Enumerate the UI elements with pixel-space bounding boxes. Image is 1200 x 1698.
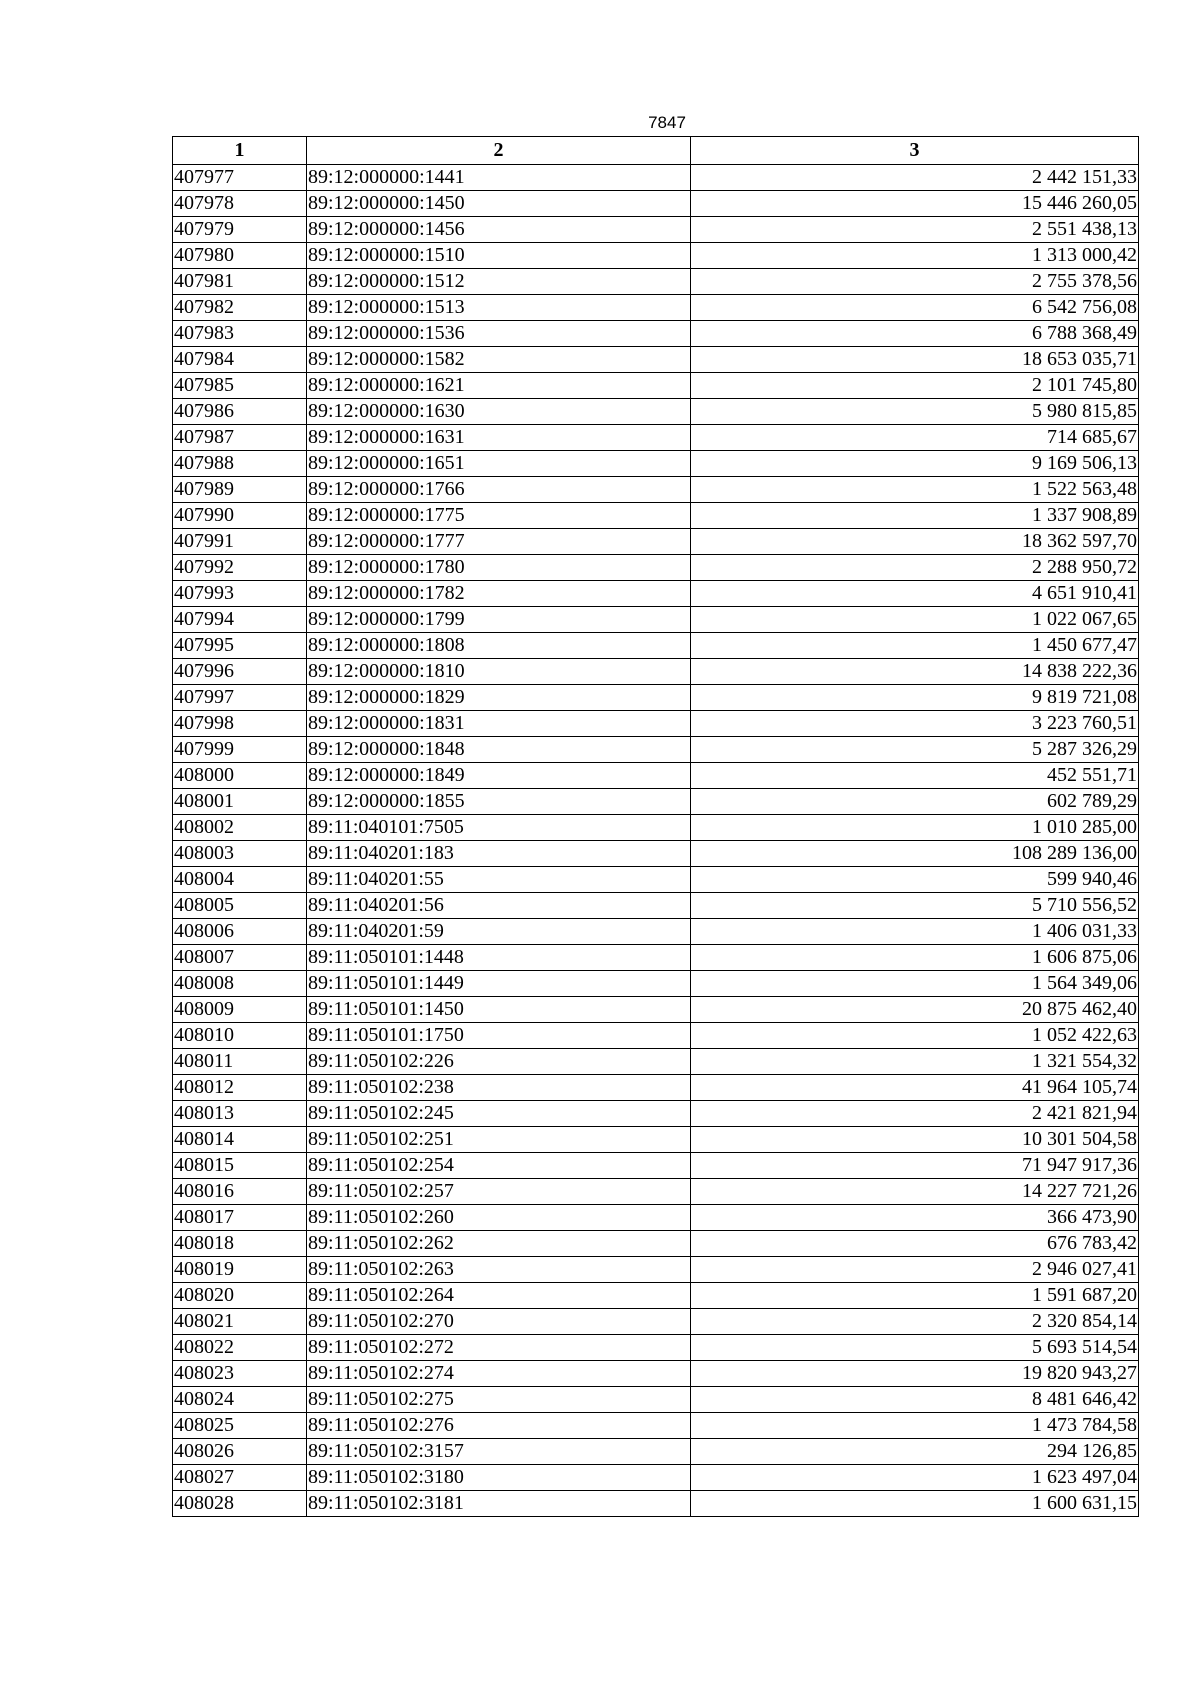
table-row <box>173 477 1139 503</box>
cadastral-number-cell: 89:11:050102:262 <box>307 1231 691 1257</box>
table-row <box>173 1439 1139 1465</box>
row-number-cell: 408009 <box>173 997 307 1023</box>
table-row <box>173 1361 1139 1387</box>
cadastral-number-cell: 89:11:040201:59 <box>307 919 691 945</box>
value-cell: 676 783,42 <box>691 1231 1139 1257</box>
value-cell: 18 362 597,70 <box>691 529 1139 555</box>
value-cell: 3 223 760,51 <box>691 711 1139 737</box>
row-number-cell: 408021 <box>173 1309 307 1335</box>
cadastral-number-cell: 89:11:050102:270 <box>307 1309 691 1335</box>
table-row <box>173 503 1139 529</box>
row-number-cell: 408000 <box>173 763 307 789</box>
cadastral-number-cell: 89:12:000000:1766 <box>307 477 691 503</box>
column-header-2: 2 <box>307 137 691 165</box>
value-cell: 9 169 506,13 <box>691 451 1139 477</box>
value-cell: 9 819 721,08 <box>691 685 1139 711</box>
cadastral-number-cell: 89:11:050101:1449 <box>307 971 691 997</box>
table-row <box>173 451 1139 477</box>
table-row <box>173 1049 1139 1075</box>
row-number-cell: 407988 <box>173 451 307 477</box>
row-number-cell: 407984 <box>173 347 307 373</box>
value-cell: 599 940,46 <box>691 867 1139 893</box>
value-cell: 1 450 677,47 <box>691 633 1139 659</box>
value-cell: 2 551 438,13 <box>691 217 1139 243</box>
value-cell: 20 875 462,40 <box>691 997 1139 1023</box>
table-row <box>173 321 1139 347</box>
value-cell: 452 551,71 <box>691 763 1139 789</box>
column-header-3: 3 <box>691 137 1139 165</box>
table-row <box>173 763 1139 789</box>
value-cell: 5 980 815,85 <box>691 399 1139 425</box>
table-row <box>173 399 1139 425</box>
row-number-cell: 408023 <box>173 1361 307 1387</box>
cadastral-number-cell: 89:12:000000:1849 <box>307 763 691 789</box>
column-header-1: 1 <box>173 137 307 165</box>
cadastral-number-cell: 89:11:050102:245 <box>307 1101 691 1127</box>
cadastral-number-cell: 89:11:040201:56 <box>307 893 691 919</box>
cadastral-number-cell: 89:12:000000:1831 <box>307 711 691 737</box>
value-cell: 1 473 784,58 <box>691 1413 1139 1439</box>
row-number-cell: 407982 <box>173 295 307 321</box>
value-cell: 1 337 908,89 <box>691 503 1139 529</box>
cadastral-number-cell: 89:11:050102:276 <box>307 1413 691 1439</box>
cadastral-number-cell: 89:11:050102:260 <box>307 1205 691 1231</box>
cadastral-number-cell: 89:12:000000:1582 <box>307 347 691 373</box>
cadastral-number-cell: 89:11:040201:55 <box>307 867 691 893</box>
data-table <box>172 136 1139 1517</box>
value-cell: 14 227 721,26 <box>691 1179 1139 1205</box>
value-cell: 71 947 917,36 <box>691 1153 1139 1179</box>
table-row <box>173 841 1139 867</box>
row-number-cell: 407977 <box>173 165 307 191</box>
value-cell: 5 693 514,54 <box>691 1335 1139 1361</box>
table-row <box>173 1491 1139 1517</box>
table-row <box>173 269 1139 295</box>
row-number-cell: 408020 <box>173 1283 307 1309</box>
cadastral-number-cell: 89:11:050102:257 <box>307 1179 691 1205</box>
cadastral-number-cell: 89:12:000000:1808 <box>307 633 691 659</box>
cadastral-number-cell: 89:11:050102:264 <box>307 1283 691 1309</box>
value-cell: 8 481 646,42 <box>691 1387 1139 1413</box>
cadastral-number-cell: 89:11:050102:263 <box>307 1257 691 1283</box>
value-cell: 714 685,67 <box>691 425 1139 451</box>
value-cell: 2 320 854,14 <box>691 1309 1139 1335</box>
cadastral-number-cell: 89:12:000000:1651 <box>307 451 691 477</box>
row-number-cell: 407993 <box>173 581 307 607</box>
cadastral-number-cell: 89:12:000000:1510 <box>307 243 691 269</box>
table-row <box>173 1127 1139 1153</box>
cadastral-number-cell: 89:12:000000:1855 <box>307 789 691 815</box>
cadastral-number-cell: 89:12:000000:1810 <box>307 659 691 685</box>
table-row <box>173 815 1139 841</box>
value-cell: 2 101 745,80 <box>691 373 1139 399</box>
row-number-cell: 408015 <box>173 1153 307 1179</box>
value-cell: 1 321 554,32 <box>691 1049 1139 1075</box>
cadastral-number-cell: 89:12:000000:1512 <box>307 269 691 295</box>
row-number-cell: 408012 <box>173 1075 307 1101</box>
row-number-cell: 407979 <box>173 217 307 243</box>
cadastral-number-cell: 89:12:000000:1777 <box>307 529 691 555</box>
row-number-cell: 408002 <box>173 815 307 841</box>
table-row <box>173 789 1139 815</box>
cadastral-number-cell: 89:12:000000:1848 <box>307 737 691 763</box>
row-number-cell: 408010 <box>173 1023 307 1049</box>
row-number-cell: 408017 <box>173 1205 307 1231</box>
table-row <box>173 373 1139 399</box>
cadastral-number-cell: 89:12:000000:1456 <box>307 217 691 243</box>
table-row <box>173 1023 1139 1049</box>
cadastral-number-cell: 89:12:000000:1775 <box>307 503 691 529</box>
page-number: 7847 <box>648 113 686 132</box>
value-cell: 366 473,90 <box>691 1205 1139 1231</box>
row-number-cell: 407994 <box>173 607 307 633</box>
cadastral-number-cell: 89:11:050102:254 <box>307 1153 691 1179</box>
cadastral-number-cell: 89:11:050102:238 <box>307 1075 691 1101</box>
row-number-cell: 407995 <box>173 633 307 659</box>
value-cell: 2 946 027,41 <box>691 1257 1139 1283</box>
row-number-cell: 407992 <box>173 555 307 581</box>
value-cell: 5 710 556,52 <box>691 893 1139 919</box>
cadastral-number-cell: 89:12:000000:1536 <box>307 321 691 347</box>
cadastral-number-cell: 89:12:000000:1799 <box>307 607 691 633</box>
row-number-cell: 407998 <box>173 711 307 737</box>
row-number-cell: 408003 <box>173 841 307 867</box>
value-cell: 5 287 326,29 <box>691 737 1139 763</box>
row-number-cell: 408016 <box>173 1179 307 1205</box>
value-cell: 15 446 260,05 <box>691 191 1139 217</box>
value-cell: 4 651 910,41 <box>691 581 1139 607</box>
cadastral-number-cell: 89:12:000000:1780 <box>307 555 691 581</box>
row-number-cell: 408001 <box>173 789 307 815</box>
table-row <box>173 867 1139 893</box>
table-row <box>173 581 1139 607</box>
value-cell: 1 052 422,63 <box>691 1023 1139 1049</box>
row-number-cell: 408019 <box>173 1257 307 1283</box>
value-cell: 1 313 000,42 <box>691 243 1139 269</box>
row-number-cell: 407985 <box>173 373 307 399</box>
cadastral-number-cell: 89:11:050102:3180 <box>307 1465 691 1491</box>
table-row <box>173 165 1139 191</box>
cadastral-number-cell: 89:11:050102:251 <box>307 1127 691 1153</box>
table-row <box>173 1387 1139 1413</box>
cadastral-number-cell: 89:12:000000:1630 <box>307 399 691 425</box>
value-cell: 108 289 136,00 <box>691 841 1139 867</box>
table-row <box>173 737 1139 763</box>
row-number-cell: 408007 <box>173 945 307 971</box>
value-cell: 19 820 943,27 <box>691 1361 1139 1387</box>
value-cell: 602 789,29 <box>691 789 1139 815</box>
row-number-cell: 408026 <box>173 1439 307 1465</box>
table-row <box>173 1153 1139 1179</box>
value-cell: 41 964 105,74 <box>691 1075 1139 1101</box>
row-number-cell: 408008 <box>173 971 307 997</box>
value-cell: 1 522 563,48 <box>691 477 1139 503</box>
row-number-cell: 408005 <box>173 893 307 919</box>
value-cell: 18 653 035,71 <box>691 347 1139 373</box>
cadastral-number-cell: 89:11:050102:3157 <box>307 1439 691 1465</box>
value-cell: 1 606 875,06 <box>691 945 1139 971</box>
row-number-cell: 407986 <box>173 399 307 425</box>
table-row <box>173 685 1139 711</box>
table-row <box>173 347 1139 373</box>
cadastral-number-cell: 89:12:000000:1782 <box>307 581 691 607</box>
table-row <box>173 945 1139 971</box>
table-row <box>173 1075 1139 1101</box>
value-cell: 294 126,85 <box>691 1439 1139 1465</box>
row-number-cell: 408018 <box>173 1231 307 1257</box>
value-cell: 1 564 349,06 <box>691 971 1139 997</box>
row-number-cell: 407981 <box>173 269 307 295</box>
value-cell: 2 288 950,72 <box>691 555 1139 581</box>
table-row <box>173 1335 1139 1361</box>
cadastral-number-cell: 89:11:050102:272 <box>307 1335 691 1361</box>
table-row <box>173 1179 1139 1205</box>
cadastral-number-cell: 89:11:050102:275 <box>307 1387 691 1413</box>
value-cell: 2 421 821,94 <box>691 1101 1139 1127</box>
table-header-row <box>173 137 1139 165</box>
row-number-cell: 407983 <box>173 321 307 347</box>
table-row <box>173 1283 1139 1309</box>
table-row <box>173 217 1139 243</box>
value-cell: 1 591 687,20 <box>691 1283 1139 1309</box>
row-number-cell: 408025 <box>173 1413 307 1439</box>
cadastral-number-cell: 89:11:050101:1750 <box>307 1023 691 1049</box>
row-number-cell: 408028 <box>173 1491 307 1517</box>
cadastral-number-cell: 89:11:050102:274 <box>307 1361 691 1387</box>
table-row <box>173 633 1139 659</box>
value-cell: 2 755 378,56 <box>691 269 1139 295</box>
cadastral-number-cell: 89:12:000000:1513 <box>307 295 691 321</box>
value-cell: 6 542 756,08 <box>691 295 1139 321</box>
row-number-cell: 408027 <box>173 1465 307 1491</box>
row-number-cell: 407996 <box>173 659 307 685</box>
table-row <box>173 711 1139 737</box>
table-body <box>173 165 1139 1517</box>
table-row <box>173 425 1139 451</box>
value-cell: 2 442 151,33 <box>691 165 1139 191</box>
value-cell: 14 838 222,36 <box>691 659 1139 685</box>
row-number-cell: 407999 <box>173 737 307 763</box>
table-row <box>173 607 1139 633</box>
cadastral-number-cell: 89:11:050102:226 <box>307 1049 691 1075</box>
cadastral-number-cell: 89:12:000000:1450 <box>307 191 691 217</box>
table-row <box>173 971 1139 997</box>
cadastral-number-cell: 89:11:040201:183 <box>307 841 691 867</box>
table-row <box>173 1413 1139 1439</box>
row-number-cell: 407997 <box>173 685 307 711</box>
value-cell: 1 406 031,33 <box>691 919 1139 945</box>
row-number-cell: 408014 <box>173 1127 307 1153</box>
table-row <box>173 295 1139 321</box>
row-number-cell: 408006 <box>173 919 307 945</box>
row-number-cell: 408013 <box>173 1101 307 1127</box>
cadastral-number-cell: 89:11:050101:1448 <box>307 945 691 971</box>
row-number-cell: 408024 <box>173 1387 307 1413</box>
table-row <box>173 1101 1139 1127</box>
row-number-cell: 407987 <box>173 425 307 451</box>
table-row <box>173 997 1139 1023</box>
table-row <box>173 191 1139 217</box>
table-row <box>173 893 1139 919</box>
table-row <box>173 659 1139 685</box>
row-number-cell: 407980 <box>173 243 307 269</box>
table-row <box>173 243 1139 269</box>
row-number-cell: 407990 <box>173 503 307 529</box>
cadastral-number-cell: 89:12:000000:1829 <box>307 685 691 711</box>
value-cell: 1 010 285,00 <box>691 815 1139 841</box>
row-number-cell: 407991 <box>173 529 307 555</box>
value-cell: 6 788 368,49 <box>691 321 1139 347</box>
row-number-cell: 407978 <box>173 191 307 217</box>
cadastral-number-cell: 89:11:050101:1450 <box>307 997 691 1023</box>
table-row <box>173 919 1139 945</box>
row-number-cell: 407989 <box>173 477 307 503</box>
table-row <box>173 529 1139 555</box>
cadastral-number-cell: 89:12:000000:1621 <box>307 373 691 399</box>
cadastral-number-cell: 89:12:000000:1441 <box>307 165 691 191</box>
value-cell: 1 623 497,04 <box>691 1465 1139 1491</box>
row-number-cell: 408022 <box>173 1335 307 1361</box>
row-number-cell: 408011 <box>173 1049 307 1075</box>
table-row <box>173 1231 1139 1257</box>
value-cell: 10 301 504,58 <box>691 1127 1139 1153</box>
table-row <box>173 555 1139 581</box>
cadastral-number-cell: 89:11:040101:7505 <box>307 815 691 841</box>
cadastral-number-cell: 89:11:050102:3181 <box>307 1491 691 1517</box>
value-cell: 1 022 067,65 <box>691 607 1139 633</box>
table-row <box>173 1257 1139 1283</box>
table-row <box>173 1205 1139 1231</box>
row-number-cell: 408004 <box>173 867 307 893</box>
cadastral-number-cell: 89:12:000000:1631 <box>307 425 691 451</box>
table-row <box>173 1465 1139 1491</box>
table-row <box>173 1309 1139 1335</box>
value-cell: 1 600 631,15 <box>691 1491 1139 1517</box>
